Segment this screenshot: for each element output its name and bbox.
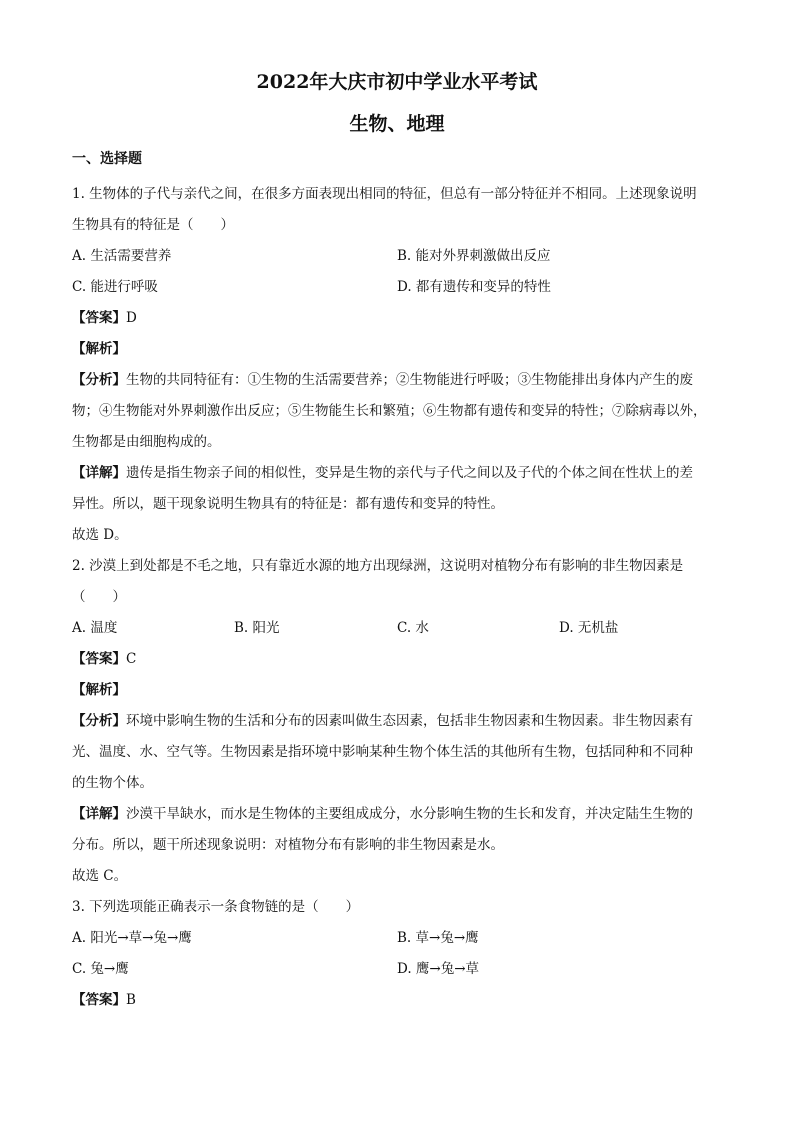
q3-option-d: D. 鹰→兔→草 (397, 961, 480, 977)
q2-stem-line1: 2. 沙漠上到处都是不毛之地，只有靠近水源的地方出现绿洲，这说明对植物分布有影响的非生物因素是 (72, 558, 684, 574)
q2-option-a: A. 温度 (72, 620, 118, 636)
answer-value: C (126, 651, 137, 667)
q1-stem-line1: 1. 生物体的子代与亲代之间，在很多方面表现出相同的特征，但总有一部分特征并不相同。上述现象说明 (72, 186, 697, 202)
q1-xiangjie-line2: 异性。所以，题干现象说明生物具有的特征是：都有遗传和变异的特性。 (72, 496, 504, 512)
xiangjie-text: 沙漠干旱缺水，而水是生物体的主要组成成分，水分影响生物的生长和发育，并决定陆生生物的 (126, 806, 693, 822)
fenxi-label: 【分析】 (72, 713, 126, 729)
q3-option-b: B. 草→兔→鹰 (397, 930, 479, 946)
q2-xiangjie-line1 (72, 799, 722, 830)
q2-fenxi-line3: 的生物个体。 (72, 775, 153, 791)
question-1 (72, 179, 722, 551)
q3-option-a: A. 阳光→草→兔→鹰 (72, 930, 192, 946)
q1-fenxi-line1 (72, 365, 722, 396)
q1-answer (72, 303, 722, 334)
q2-fenxi-line1 (72, 706, 722, 737)
fenxi-label: 【分析】 (72, 372, 126, 388)
exam-subtitle: 生物、地理 (349, 113, 445, 135)
fenxi-text: 生物的共同特征有：①生物的生活需要营养；②生物能进行呼吸；③生物能排出身体内产生的废 (126, 372, 693, 388)
answer-label: 【答案】 (72, 651, 126, 667)
q2-fenxi-line2: 光、温度、水、空气等。生物因素是指环境中影响某种生物个体生活的其他所有生物，包括同种和不同种 (72, 744, 693, 760)
q2-stem-line2: （ ） (72, 589, 126, 605)
q1-option-c: C. 能进行呼吸 (72, 279, 158, 295)
question-3 (72, 892, 722, 1016)
section-heading: 一、选择题 (72, 151, 142, 167)
q1-option-a: A. 生活需要营养 (72, 248, 172, 264)
answer-value: D (126, 310, 137, 326)
q2-analysis-label: 【解析】 (72, 682, 126, 698)
q3-stem-line1: 3. 下列选项能正确表示一条食物链的是（ ） (72, 899, 360, 915)
q2-conclusion: 故选 C。 (72, 868, 128, 884)
q1-stem-line2: 生物具有的特征是（ ） (72, 217, 234, 233)
answer-label: 【答案】 (72, 310, 126, 326)
exam-page (72, 62, 722, 1016)
q2-option-d: D. 无机盐 (559, 620, 619, 636)
q2-option-c: C. 水 (397, 620, 429, 636)
answer-value: B (126, 992, 136, 1008)
q1-xiangjie-line1 (72, 458, 722, 489)
xiangjie-label: 【详解】 (72, 465, 126, 481)
fenxi-text: 环境中影响生物的生活和分布的因素叫做生态因素，包括非生物因素和生物因素。非生物因素有 (126, 713, 693, 729)
q3-answer (72, 985, 722, 1016)
q1-options (72, 241, 722, 303)
q3-options (72, 923, 722, 985)
q1-fenxi-line2: 物；④生物能对外界刺激作出反应；⑤生物能生长和繁殖；⑥生物都有遗传和变异的特性；⑦除病毒以外， (72, 403, 707, 419)
answer-label: 【答案】 (72, 992, 126, 1008)
q1-option-d: D. 都有遗传和变异的特性 (397, 279, 551, 295)
q1-fenxi-line3: 生物都是由细胞构成的。 (72, 434, 221, 450)
q2-answer (72, 644, 722, 675)
xiangjie-label: 【详解】 (72, 806, 126, 822)
q2-option-b: B. 阳光 (234, 620, 280, 636)
q2-options (72, 613, 722, 644)
q1-option-b: B. 能对外界刺激做出反应 (397, 248, 551, 264)
question-2 (72, 551, 722, 892)
q1-analysis-label: 【解析】 (72, 341, 126, 357)
xiangjie-text: 遗传是指生物亲子间的相似性，变异是生物的亲代与子代之间以及子代的个体之间在性状上的差 (126, 465, 693, 481)
q3-option-c: C. 兔→鹰 (72, 961, 129, 977)
q2-xiangjie-line2: 分布。所以，题干所述现象说明：对植物分布有影响的非生物因素是水。 (72, 837, 504, 853)
q1-conclusion: 故选 D。 (72, 527, 128, 543)
exam-title: 2022年大庆市初中学业水平考试 (256, 71, 538, 93)
